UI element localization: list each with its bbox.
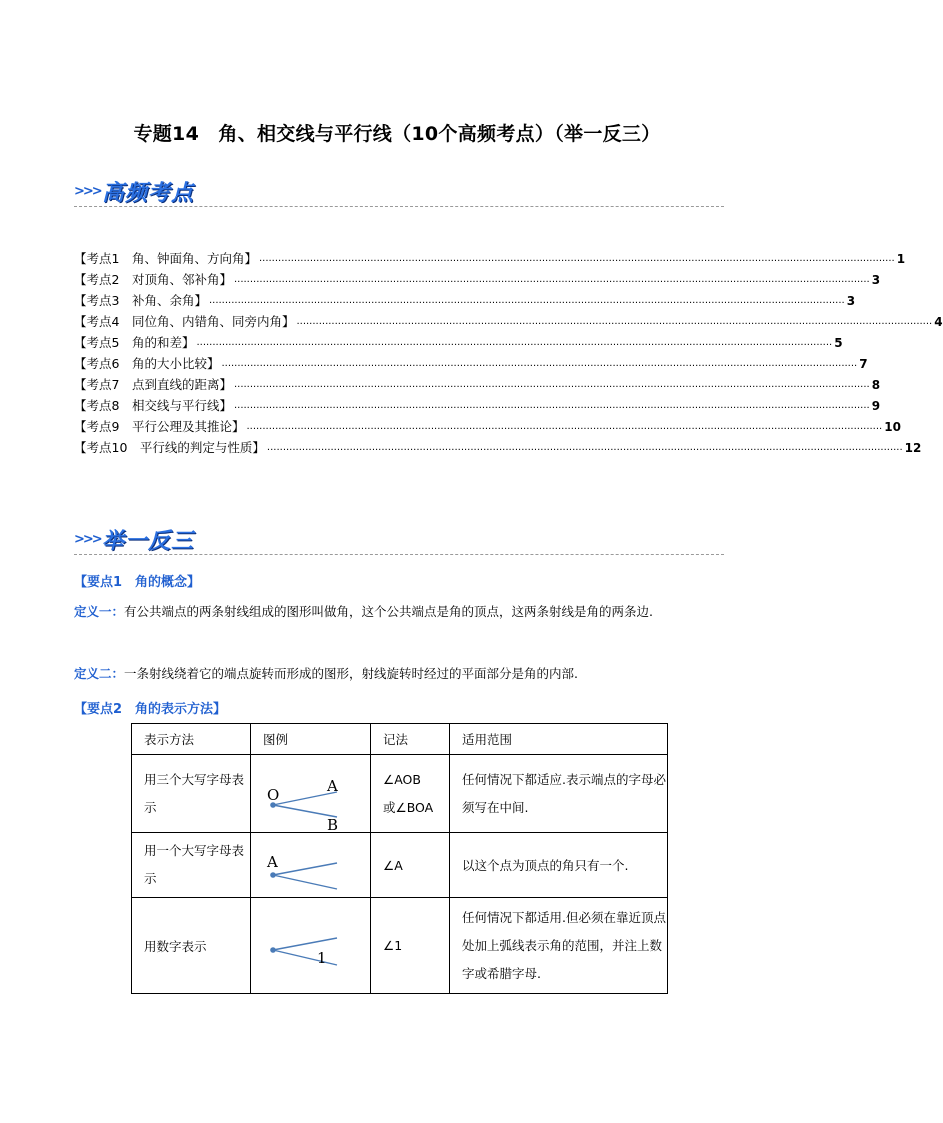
dashed-divider — [74, 206, 724, 207]
section-arrows: >>> — [74, 532, 101, 547]
toc-leader-dots: ........................................................................................................................................................................................................ — [246, 421, 883, 432]
toc-page-number: 5 — [834, 336, 843, 350]
toc-leader-dots: ........................................................................................................................................................................................................ — [221, 358, 858, 369]
label-o: O — [267, 786, 280, 804]
toc-page-number: 9 — [871, 399, 881, 413]
toc-entry-label: 【考点9 平行公理及其推论】 — [74, 419, 245, 434]
header-cell: 记法 — [371, 724, 450, 755]
vertex-point — [270, 947, 276, 953]
toc-entry-label: 【考点7 点到直线的距离】 — [74, 377, 232, 392]
scope-cell: 任何情况下都适应.表示端点的字母必须写在中间. — [450, 755, 668, 833]
section-heading-examples — [74, 524, 724, 558]
toc-entry[interactable] — [74, 393, 881, 414]
toc-leader-dots: ........................................................................................................................................................................................................ — [258, 253, 895, 264]
notation-cell: ∠1 — [371, 898, 450, 994]
ray-upper — [273, 863, 337, 875]
label-1: 1 — [317, 949, 327, 967]
toc-entry[interactable] — [74, 309, 943, 330]
notation-cell — [371, 755, 450, 833]
angle-1-figure — [251, 898, 370, 993]
toc-entry[interactable] — [74, 246, 906, 267]
definition-text: 有公共端点的两条射线组成的图形叫做角，这个公共端点是角的顶点，这两条射线是角的两条边. — [124, 604, 653, 619]
table-row — [132, 833, 668, 898]
page-title: 专题14 角、相交线与平行线（10个高频考点）（举一反三） — [133, 123, 661, 145]
angle-aob-figure — [251, 755, 370, 832]
ray-upper — [273, 938, 337, 950]
toc-entry[interactable] — [74, 414, 901, 435]
key-point-1-heading: 【要点1 角的概念】 — [74, 575, 201, 590]
toc-page-number: 4 — [934, 315, 943, 329]
toc-entry[interactable] — [74, 330, 843, 351]
toc-leader-dots: ........................................................................................................................................................................................................ — [196, 337, 833, 348]
notation-cell: ∠A — [371, 833, 450, 898]
toc-leader-dots: ........................................................................................................................................................................................................ — [233, 274, 870, 285]
figure-cell — [251, 833, 371, 898]
definition-1 — [74, 598, 724, 626]
label-b: B — [327, 816, 339, 834]
angle-a-figure — [251, 833, 370, 897]
figure-cell — [251, 755, 371, 833]
label-a: A — [327, 777, 338, 795]
vertex-point — [270, 872, 276, 878]
label-a: A — [267, 853, 278, 871]
table-of-contents — [74, 246, 943, 456]
toc-entry-label: 【考点5 角的和差】 — [74, 335, 195, 350]
method-cell: 用三个大写字母表示 — [132, 755, 251, 833]
method-cell: 用一个大写字母表示 — [132, 833, 251, 898]
scope-cell: 以这个点为顶点的角只有一个. — [450, 833, 668, 898]
toc-entry[interactable] — [74, 351, 868, 372]
dashed-divider — [74, 554, 724, 555]
section-title: 高频考点 — [102, 181, 195, 206]
notation-alternate: 或∠BOA — [383, 799, 434, 815]
definition-label: 定义一： — [74, 604, 125, 619]
toc-entry-label: 【考点10 平行线的判定与性质】 — [74, 440, 265, 455]
table-row — [132, 898, 668, 994]
toc-entry[interactable] — [74, 372, 881, 393]
toc-page-number: 1 — [896, 252, 906, 266]
toc-page-number: 3 — [846, 294, 856, 308]
ray-lower — [273, 875, 337, 889]
ray-lower — [273, 950, 337, 965]
section-title: 举一反三 — [102, 529, 195, 554]
section-arrows: >>> — [74, 184, 101, 199]
definition-label: 定义二： — [74, 666, 125, 681]
toc-entry-label: 【考点8 相交线与平行线】 — [74, 398, 232, 413]
header-cell: 表示方法 — [132, 724, 251, 755]
toc-page-number: 7 — [859, 357, 868, 371]
section-heading-frequent — [74, 176, 724, 210]
table-row — [132, 755, 668, 833]
toc-page-number: 8 — [871, 378, 881, 392]
toc-page-number: 10 — [884, 420, 901, 434]
definition-text: 一条射线绕着它的端点旋转而形成的图形，射线旋转时经过的平面部分是角的内部. — [124, 666, 578, 681]
header-cell: 适用范围 — [450, 724, 668, 755]
toc-entry[interactable] — [74, 288, 856, 309]
toc-entry[interactable] — [74, 435, 922, 456]
toc-entry-label: 【考点4 同位角、内错角、同旁内角】 — [74, 314, 295, 329]
definition-2 — [74, 660, 724, 688]
toc-page-number: 3 — [871, 273, 881, 287]
toc-entry-label: 【考点2 对顶角、邻补角】 — [74, 272, 232, 287]
toc-leader-dots: ........................................................................................................................................................................................................ — [233, 379, 870, 390]
figure-cell — [251, 898, 371, 994]
toc-leader-dots: ........................................................................................................................................................................................................ — [296, 316, 933, 327]
toc-leader-dots: ........................................................................................................................................................................................................ — [208, 295, 845, 306]
toc-entry-label: 【考点3 补角、余角】 — [74, 293, 207, 308]
toc-entry[interactable] — [74, 267, 881, 288]
method-cell: 用数字表示 — [132, 898, 251, 994]
notation-primary: ∠AOB — [383, 771, 421, 787]
scope-cell: 任何情况下都适用.但必须在靠近顶点处加上弧线表示角的范围，并注上数字或希腊字母. — [450, 898, 668, 994]
toc-entry-label: 【考点1 角、钟面角、方向角】 — [74, 251, 257, 266]
key-point-2-heading: 【要点2 角的表示方法】 — [74, 702, 227, 717]
header-cell: 图例 — [251, 724, 371, 755]
toc-page-number: 12 — [904, 441, 922, 455]
toc-leader-dots: ........................................................................................................................................................................................................ — [266, 442, 903, 453]
angle-representation-table — [131, 723, 668, 994]
toc-leader-dots: ........................................................................................................................................................................................................ — [233, 400, 870, 411]
toc-entry-label: 【考点6 角的大小比较】 — [74, 356, 220, 371]
table-header-row — [132, 724, 668, 755]
